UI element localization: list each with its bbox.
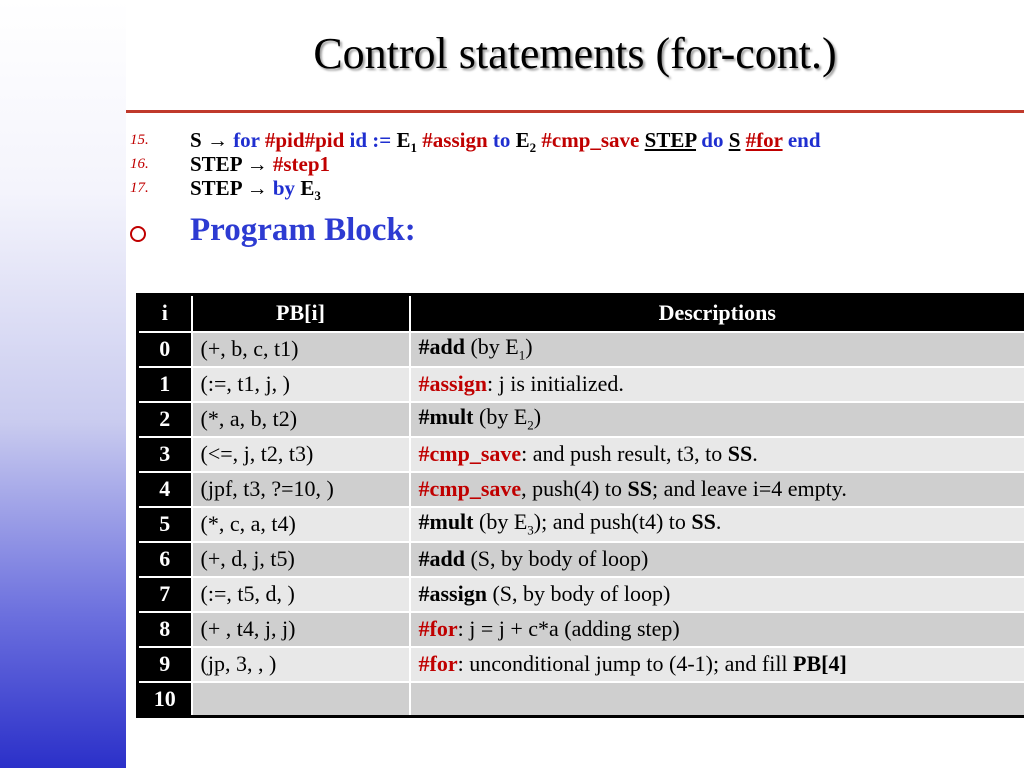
rule-token-subscript: 1 [410,140,418,156]
row-pb: (*, a, b, t2) [192,402,410,437]
program-block-label: Program Block: [190,212,416,248]
rule-number: 17. [130,180,149,196]
description-segment: (by E [473,404,528,430]
row-description [410,472,1024,507]
row-pb: (jpf, t3, ?=10, ) [192,472,410,507]
row-description [410,437,1024,472]
row-description [410,332,1024,367]
table-row [138,682,1024,717]
rule-token: #pid#pid [264,128,350,152]
row-index: 8 [138,612,192,647]
description-segment: SS [691,509,716,535]
description-segment: (S, by body of loop) [486,581,671,606]
rule-token-subscript: 3 [314,188,321,204]
rule-token: E [515,128,530,152]
rule-token: E [396,128,411,152]
description-segment: 3 [527,522,534,538]
row-description [410,367,1024,402]
slide-title: Control statements (for-cont.) [313,29,837,78]
row-pb: (:=, t5, d, ) [192,577,410,612]
description-segment: : unconditional jump to (4-1); and fill [457,651,794,676]
rule-token: by [272,176,301,200]
row-pb [192,682,410,717]
description-segment: #for [418,651,458,676]
description-segment: (by E [464,334,519,360]
description-segment: . [752,441,758,466]
table-row [138,367,1024,402]
description-segment: #assign [418,581,487,606]
rule-token: S [728,128,741,152]
table-row [138,402,1024,437]
row-pb: (+ , t4, j, j) [192,612,410,647]
description-segment: ); and push(t4) to [533,509,692,535]
rule-token: #assign [417,128,493,152]
rule-token: STEP [644,128,697,152]
rule-token: #for [745,128,783,152]
program-block-table [136,293,1024,718]
row-description [410,542,1024,577]
row-index: 0 [138,332,192,367]
description-segment: . [715,509,722,535]
title-divider [126,110,1024,113]
description-segment: #cmp_save [418,476,522,501]
rule-token: → [246,176,273,200]
rule-token: E [300,176,315,200]
description-segment: : j is initialized. [486,371,624,396]
description-segment: #mult [418,404,474,430]
rule-token: → [246,152,273,176]
description-segment: #cmp_save [418,441,522,466]
row-pb: (+, d, j, t5) [192,542,410,577]
rule-text [190,176,321,204]
rule-token: to [492,128,516,152]
row-description [410,612,1024,647]
description-segment: 1 [518,347,526,363]
description-segment: , push(4) to [521,476,628,501]
table-body [138,332,1024,717]
table-row [138,472,1024,507]
table-row [138,332,1024,367]
description-segment: 2 [527,417,534,433]
row-pb: (*, c, a, t4) [192,507,410,542]
row-pb: (:=, t1, j, ) [192,367,410,402]
description-segment: ) [533,404,542,430]
row-description [410,507,1024,542]
rule-token: do [696,128,729,152]
rule-token: STEP [190,152,247,176]
rule-token: end [782,128,821,152]
rule-number: 15. [130,132,149,148]
row-description [410,647,1024,682]
row-index: 4 [138,472,192,507]
row-index: 7 [138,577,192,612]
rule-token: id := [349,128,397,152]
bullet-icon [130,226,146,242]
header-descriptions: Descriptions [410,295,1024,332]
row-description [410,577,1024,612]
row-description [410,402,1024,437]
description-segment: PB[4] [793,651,847,676]
header-pb: PB[i] [192,295,410,332]
row-pb: (jp, 3, , ) [192,647,410,682]
row-index: 6 [138,542,192,577]
rule-number: 16. [130,156,149,172]
description-segment: #for [418,616,458,641]
header-i: i [138,295,192,332]
side-gradient-decoration [0,0,126,768]
description-segment: : and push result, t3, to [521,441,728,466]
description-segment: SS [727,441,753,466]
description-segment: ) [525,334,533,360]
description-segment: SS [627,476,652,501]
rule-token: for [233,128,265,152]
description-segment: (S, by body of loop) [464,546,649,571]
table-row [138,507,1024,542]
table-row [138,542,1024,577]
description-segment: (by E [473,509,528,535]
rule-text [190,152,330,177]
row-index: 9 [138,647,192,682]
row-index: 1 [138,367,192,402]
table-header-row [138,295,1024,332]
rule-token: #cmp_save [536,128,645,152]
description-segment: #add [418,334,465,360]
row-pb: (<=, j, t2, t3) [192,437,410,472]
rule-token: S [190,128,207,152]
table-row [138,577,1024,612]
description-segment: : j = j + c*a (adding step) [457,616,680,641]
row-pb: (+, b, c, t1) [192,332,410,367]
table-row [138,612,1024,647]
description-segment: #assign [418,371,487,396]
row-index: 10 [138,682,192,717]
rule-token: → [206,128,234,152]
rule-token-subscript: 2 [529,140,537,156]
row-description [410,682,1024,717]
table-row [138,647,1024,682]
row-index: 5 [138,507,192,542]
description-segment: ; and leave i=4 empty. [651,476,847,501]
table-row [138,437,1024,472]
description-segment: #mult [418,509,474,535]
rule-token: STEP [190,176,247,200]
row-index: 2 [138,402,192,437]
rule-token: #step1 [272,152,331,176]
row-index: 3 [138,437,192,472]
description-segment: #add [418,546,465,571]
